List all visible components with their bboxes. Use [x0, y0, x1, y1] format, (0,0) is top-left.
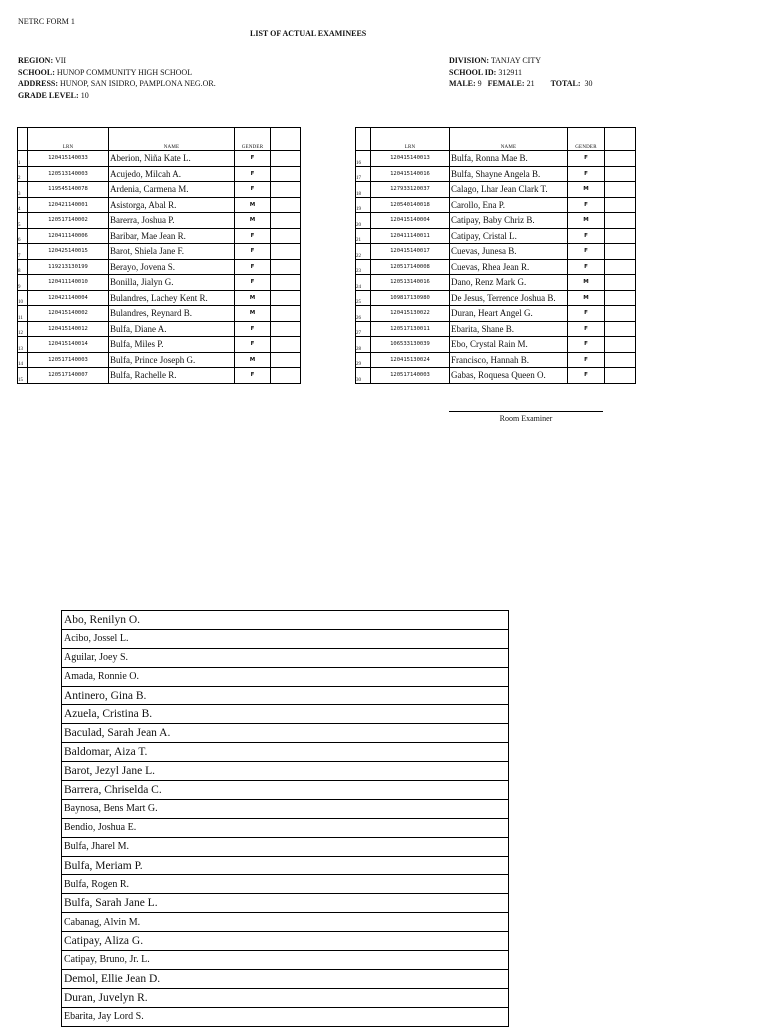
name-cell: Catipay, Cristal L. — [450, 228, 568, 244]
lrn-cell: 120517140002 — [28, 213, 109, 229]
name-list-cell: Baldomar, Aiza T. — [62, 743, 509, 762]
name-cell: Cuevas, Junesa B. — [450, 244, 568, 260]
school-line: SCHOOL: HUNOP COMMUNITY HIGH SCHOOL — [18, 67, 193, 77]
table-row — [18, 352, 301, 368]
name-cell: Barot, Shiela Jane F. — [109, 244, 235, 260]
gender-cell: F — [235, 275, 271, 291]
table-row — [356, 182, 636, 198]
row-number: 3 — [18, 182, 28, 198]
gender-cell: M — [235, 352, 271, 368]
blank-cell — [271, 352, 301, 368]
table-header-row — [18, 128, 301, 151]
lrn-cell: 120415140013 — [371, 151, 450, 167]
blank-cell — [271, 337, 301, 353]
row-number: 12 — [18, 321, 28, 337]
table-row — [18, 368, 301, 384]
name-cell: Ebarita, Shane B. — [450, 321, 568, 337]
name-list-cell: Cabanag, Alvin M. — [62, 913, 509, 932]
row-number: 9 — [18, 275, 28, 291]
school-info-right — [449, 55, 593, 90]
blank-cell — [271, 290, 301, 306]
list-item — [62, 894, 509, 913]
name-list-cell: Duran, Juvelyn R. — [62, 988, 509, 1007]
name-header: NAME — [109, 128, 235, 151]
table-header-row — [356, 128, 636, 151]
table-row — [356, 275, 636, 291]
blank-cell — [271, 182, 301, 198]
blank-cell — [605, 337, 636, 353]
name-list-table — [61, 610, 509, 1027]
lrn-cell: 120415140017 — [371, 244, 450, 260]
lrn-cell: 120513140003 — [28, 166, 109, 182]
blank-cell — [271, 368, 301, 384]
lrn-cell: 109817130980 — [371, 290, 450, 306]
list-item — [62, 932, 509, 951]
lrn-cell: 127933120037 — [371, 182, 450, 198]
name-cell: Bonilla, Jialyn G. — [109, 275, 235, 291]
grade-level-line: GRADE LEVEL: 10 — [18, 90, 89, 100]
gender-cell: F — [235, 259, 271, 275]
blank-cell — [605, 244, 636, 260]
name-cell: Calago, Lhar Jean Clark T. — [450, 182, 568, 198]
lrn-cell: 120513140016 — [371, 275, 450, 291]
blank-cell — [271, 259, 301, 275]
gender-cell: F — [235, 182, 271, 198]
lrn-cell: 120415130022 — [371, 306, 450, 322]
table-row — [356, 244, 636, 260]
gender-header: GENDER — [568, 128, 605, 151]
lrn-cell: 120415140014 — [28, 337, 109, 353]
row-number: 4 — [18, 197, 28, 213]
name-cell: Bulfa, Diane A. — [109, 321, 235, 337]
lrn-cell: 119213130199 — [28, 259, 109, 275]
examinee-table-right — [355, 127, 636, 384]
list-item — [62, 951, 509, 970]
name-list-cell: Bendio, Joshua E. — [62, 818, 509, 837]
name-list-cell: Bulfa, Sarah Jane L. — [62, 894, 509, 913]
table-row — [18, 228, 301, 244]
gender-cell: F — [568, 321, 605, 337]
school-info-left — [18, 55, 216, 101]
row-number: 26 — [356, 306, 371, 322]
examinee-rows-right — [356, 151, 636, 384]
list-item — [62, 686, 509, 705]
table-row — [356, 337, 636, 353]
list-item — [62, 648, 509, 667]
blank-cell — [271, 306, 301, 322]
name-cell: De Jesus, Terrence Joshua B. — [450, 290, 568, 306]
list-item — [62, 856, 509, 875]
lrn-cell: 120517140003 — [28, 352, 109, 368]
blank-cell — [605, 213, 636, 229]
list-item — [62, 988, 509, 1007]
lrn-cell: 120540140018 — [371, 197, 450, 213]
row-number: 19 — [356, 197, 371, 213]
name-cell: Baribar, Mae Jean R. — [109, 228, 235, 244]
lrn-cell: 120411140006 — [28, 228, 109, 244]
document-title: LIST OF ACTUAL EXAMINEES — [250, 29, 367, 38]
name-cell: Bulandres, Reynard B. — [109, 306, 235, 322]
list-item — [62, 799, 509, 818]
gender-cell: M — [235, 290, 271, 306]
lrn-header: LRN — [371, 128, 450, 151]
name-cell: Barerra, Joshua P. — [109, 213, 235, 229]
table-row — [356, 321, 636, 337]
row-number: 28 — [356, 337, 371, 353]
list-item — [62, 667, 509, 686]
gender-cell: M — [235, 306, 271, 322]
gender-cell: F — [235, 151, 271, 167]
row-number: 18 — [356, 182, 371, 198]
row-number: 5 — [18, 213, 28, 229]
blank-cell — [271, 197, 301, 213]
table-row — [18, 321, 301, 337]
school-id-line: SCHOOL ID: 312911 — [449, 67, 523, 77]
row-number: 11 — [18, 306, 28, 322]
row-number: 13 — [18, 337, 28, 353]
table-row — [356, 151, 636, 167]
list-item — [62, 1007, 509, 1026]
row-number: 14 — [18, 352, 28, 368]
blank-cell — [271, 213, 301, 229]
examinee-rows-left — [18, 151, 301, 384]
name-cell: Ardenia, Carmena M. — [109, 182, 235, 198]
row-number: 17 — [356, 166, 371, 182]
form-title: NETRC FORM 1 — [18, 17, 75, 26]
gender-cell: F — [568, 228, 605, 244]
row-number: 16 — [356, 151, 371, 167]
name-cell: Carollo, Ena P. — [450, 197, 568, 213]
name-cell: Asistorga, Abal R. — [109, 197, 235, 213]
blank-cell — [271, 151, 301, 167]
name-cell: Bulfa, Ronna Mae B. — [450, 151, 568, 167]
row-number: 23 — [356, 259, 371, 275]
table-row — [18, 244, 301, 260]
name-cell: Gabas, Roquesa Queen O. — [450, 368, 568, 384]
row-number: 24 — [356, 275, 371, 291]
list-item — [62, 611, 509, 630]
name-cell: Duran, Heart Angel G. — [450, 306, 568, 322]
lrn-cell: 120415140004 — [371, 213, 450, 229]
blank-cell — [271, 244, 301, 260]
lrn-header: LRN — [28, 128, 109, 151]
gender-header: GENDER — [235, 128, 271, 151]
name-list-cell: Azuela, Cristina B. — [62, 705, 509, 724]
gender-cell: F — [235, 244, 271, 260]
name-cell: Cuevas, Rhea Jean R. — [450, 259, 568, 275]
blank-cell — [605, 368, 636, 384]
gender-cell: F — [235, 166, 271, 182]
name-cell: Ebo, Crystal Rain M. — [450, 337, 568, 353]
name-cell: Dano, Renz Mark G. — [450, 275, 568, 291]
table-row — [356, 368, 636, 384]
gender-cell: F — [568, 259, 605, 275]
name-list-cell: Catipay, Aliza G. — [62, 932, 509, 951]
name-list-cell: Baynosa, Bens Mart G. — [62, 799, 509, 818]
name-list-cell: Bulfa, Rogen R. — [62, 875, 509, 894]
gender-cell: F — [568, 352, 605, 368]
lrn-cell: 120415140012 — [28, 321, 109, 337]
gender-cell: F — [235, 321, 271, 337]
name-list-cell: Antinero, Gina B. — [62, 686, 509, 705]
list-item — [62, 705, 509, 724]
name-list-cell: Ebarita, Jay Lord S. — [62, 1007, 509, 1026]
name-list-cell: Catipay, Bruno, Jr. L. — [62, 951, 509, 970]
name-list-cell: Barrera, Chriselda C. — [62, 781, 509, 800]
gender-cell: F — [568, 368, 605, 384]
table-row — [18, 197, 301, 213]
name-list-cell: Barot, Jezyl Jane L. — [62, 762, 509, 781]
row-number: 20 — [356, 213, 371, 229]
name-list-cell: Baculad, Sarah Jean A. — [62, 724, 509, 743]
list-item — [62, 762, 509, 781]
table-row — [18, 306, 301, 322]
table-row — [356, 197, 636, 213]
blank-cell — [605, 321, 636, 337]
row-number: 2 — [18, 166, 28, 182]
blank-cell — [605, 352, 636, 368]
lrn-cell: 106533130039 — [371, 337, 450, 353]
table-row — [356, 306, 636, 322]
gender-cell: F — [235, 228, 271, 244]
table-row — [18, 337, 301, 353]
list-item — [62, 913, 509, 932]
lrn-cell: 120517140003 — [371, 368, 450, 384]
blank-cell — [605, 306, 636, 322]
lrn-cell: 120415140002 — [28, 306, 109, 322]
table-row — [356, 213, 636, 229]
gender-cell: F — [235, 337, 271, 353]
table-row — [356, 228, 636, 244]
row-number: 15 — [18, 368, 28, 384]
gender-cell: F — [568, 306, 605, 322]
list-item — [62, 818, 509, 837]
name-list-cell: Abo, Renilyn O. — [62, 611, 509, 630]
name-cell: Berayo, Jovena S. — [109, 259, 235, 275]
counts-line: MALE: 9 FEMALE: 21 TOTAL: 30 — [449, 79, 593, 88]
table-row — [18, 213, 301, 229]
row-number: 27 — [356, 321, 371, 337]
blank-cell — [605, 151, 636, 167]
name-list-cell: Amada, Ronnie O. — [62, 667, 509, 686]
list-item — [62, 629, 509, 648]
lrn-cell: 120415130024 — [371, 352, 450, 368]
name-list-cell: Acibo, Jossel L. — [62, 629, 509, 648]
table-row — [18, 151, 301, 167]
blank-cell — [605, 228, 636, 244]
gender-cell: M — [568, 275, 605, 291]
table-row — [18, 166, 301, 182]
blank-cell — [605, 259, 636, 275]
blank-cell — [271, 321, 301, 337]
name-list-cell: Aguilar, Joey S. — [62, 648, 509, 667]
lrn-cell: 120517140008 — [371, 259, 450, 275]
lrn-cell: 120517140007 — [28, 368, 109, 384]
table-row — [356, 259, 636, 275]
blank-cell — [605, 182, 636, 198]
examinee-table-left — [17, 127, 301, 384]
list-item — [62, 743, 509, 762]
table-row — [356, 166, 636, 182]
table-row — [356, 290, 636, 306]
list-item — [62, 875, 509, 894]
table-row — [18, 275, 301, 291]
lrn-cell: 120415140033 — [28, 151, 109, 167]
gender-cell: F — [235, 368, 271, 384]
blank-cell — [271, 275, 301, 291]
gender-cell: M — [568, 290, 605, 306]
region-line: REGION: VII — [18, 56, 67, 65]
name-cell: Bulfa, Prince Joseph G. — [109, 352, 235, 368]
name-list-cell: Demol, Ellie Jean D. — [62, 969, 509, 988]
gender-cell: F — [568, 166, 605, 182]
name-cell: Catipay, Baby Chriz B. — [450, 213, 568, 229]
blank-cell — [271, 166, 301, 182]
row-number: 22 — [356, 244, 371, 260]
name-cell: Bulfa, Miles P. — [109, 337, 235, 353]
row-number: 6 — [18, 228, 28, 244]
blank-cell — [271, 228, 301, 244]
lrn-cell: 120421140001 — [28, 197, 109, 213]
name-cell: Bulfa, Rachelle R. — [109, 368, 235, 384]
list-item — [62, 724, 509, 743]
gender-cell: M — [235, 197, 271, 213]
lrn-cell: 119545140078 — [28, 182, 109, 198]
gender-cell: M — [568, 182, 605, 198]
name-cell: Francisco, Hannah B. — [450, 352, 568, 368]
signature-line — [449, 411, 603, 412]
list-item — [62, 969, 509, 988]
lrn-cell: 120411140010 — [28, 275, 109, 291]
blank-cell — [605, 290, 636, 306]
blank-cell — [605, 166, 636, 182]
name-list-cell: Bulfa, Jharel M. — [62, 837, 509, 856]
lrn-cell: 120517130011 — [371, 321, 450, 337]
name-list-rows — [62, 611, 509, 1027]
name-cell: Bulfa, Shayne Angela B. — [450, 166, 568, 182]
lrn-cell: 120425140015 — [28, 244, 109, 260]
table-row — [18, 182, 301, 198]
gender-cell: M — [235, 213, 271, 229]
name-cell: Acujedo, Milcah A. — [109, 166, 235, 182]
blank-cell — [605, 197, 636, 213]
lrn-cell: 120415140016 — [371, 166, 450, 182]
table-row — [18, 290, 301, 306]
name-cell: Bulandres, Lachey Kent R. — [109, 290, 235, 306]
row-number: 25 — [356, 290, 371, 306]
row-number: 7 — [18, 244, 28, 260]
gender-cell: F — [568, 337, 605, 353]
table-row — [356, 352, 636, 368]
row-number: 10 — [18, 290, 28, 306]
row-number: 8 — [18, 259, 28, 275]
blank-cell — [605, 275, 636, 291]
lrn-cell: 120421140004 — [28, 290, 109, 306]
address-line: ADDRESS: HUNOP, SAN ISIDRO, PAMPLONA NEG.OR. — [18, 79, 216, 88]
gender-cell: F — [568, 244, 605, 260]
row-number: 29 — [356, 352, 371, 368]
gender-cell: F — [568, 151, 605, 167]
row-number: 21 — [356, 228, 371, 244]
name-cell: Aberion, Niña Kate L. — [109, 151, 235, 167]
room-examiner-label: Room Examiner — [499, 414, 553, 423]
row-number: 1 — [18, 151, 28, 167]
list-item — [62, 781, 509, 800]
gender-cell: F — [568, 197, 605, 213]
row-number: 30 — [356, 368, 371, 384]
division-line: DIVISION: TANJAY CITY — [449, 56, 541, 65]
name-list-cell: Bulfa, Meriam P. — [62, 856, 509, 875]
name-header: NAME — [450, 128, 568, 151]
gender-cell: M — [568, 213, 605, 229]
lrn-cell: 120411140011 — [371, 228, 450, 244]
table-row — [18, 259, 301, 275]
list-item — [62, 837, 509, 856]
